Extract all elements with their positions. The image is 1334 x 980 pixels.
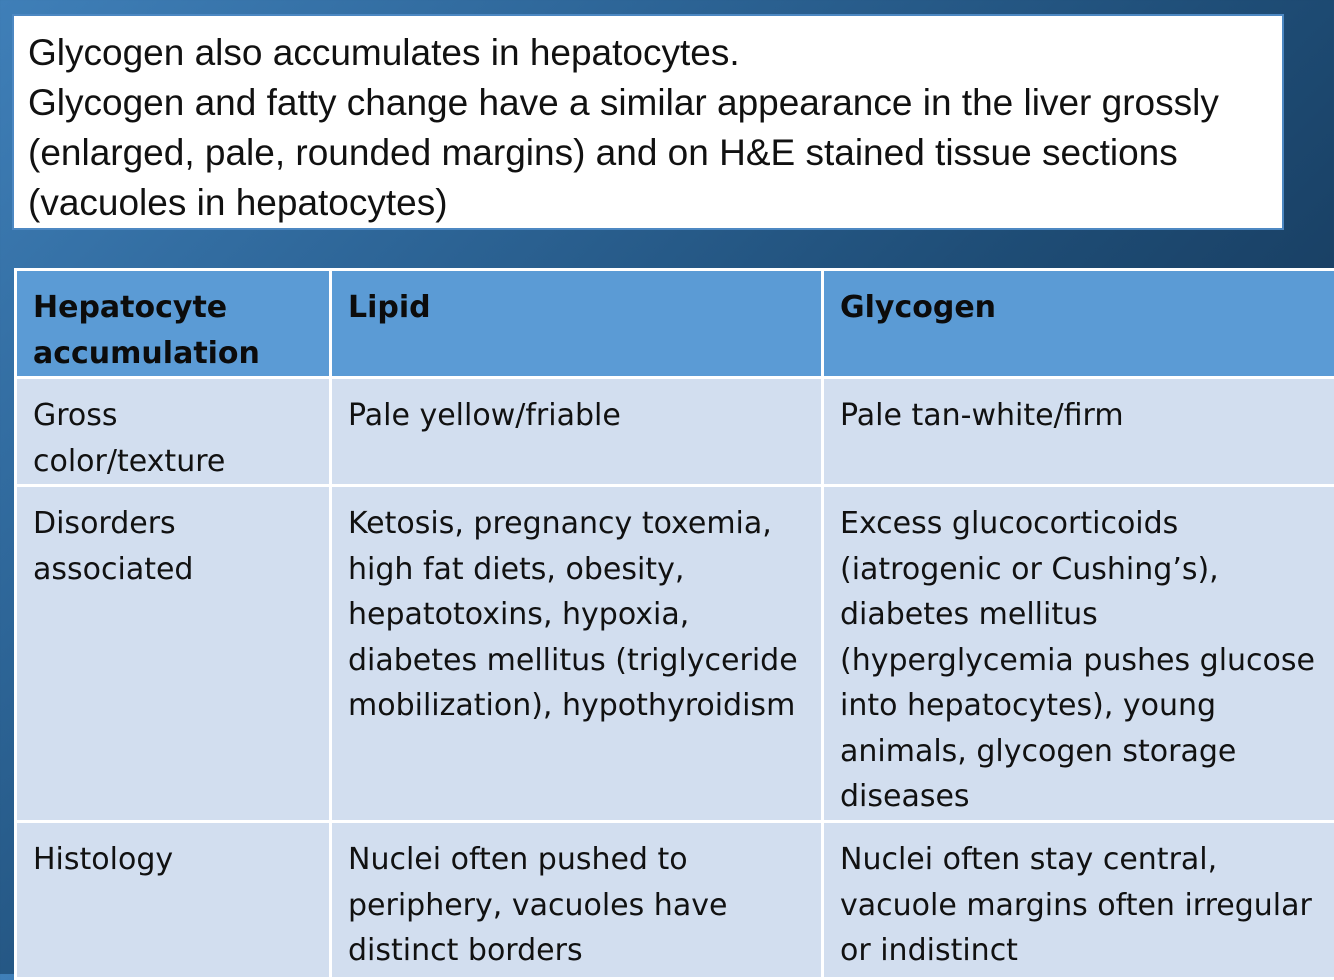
table-row [16, 378, 1334, 486]
cell-glycogen-disorders: Excess glucocorticoids (iatrogenic or Cushing’s), diabetes mellitus (hyperglycemia pushes glucose into hepatocytes), young animals, glycogen storage diseases [823, 486, 1334, 822]
cell-lipid-gross: Pale yellow/friable [331, 378, 823, 486]
cell-lipid-disorders: Ketosis, pregnancy toxemia, high fat diets, obesity, hepatotoxins, hypoxia, diabetes mellitus (triglyceride mobilization), hypothyroidism [331, 486, 823, 822]
table-header-row [16, 270, 1334, 378]
header-hepatocyte-accumulation: Hepatocyte accumulation [16, 270, 331, 378]
comparison-table [14, 268, 1334, 980]
table-row [16, 486, 1334, 822]
table-row [16, 822, 1334, 979]
row-label-histology: Histology [16, 822, 331, 979]
row-label-disorders: Disorders associated [16, 486, 331, 822]
row-label-gross: Gross color/texture [16, 378, 331, 486]
header-lipid: Lipid [331, 270, 823, 378]
cell-glycogen-histology: Nuclei often stay central, vacuole margins often irregular or indistinct [823, 822, 1334, 979]
intro-text-box [12, 14, 1284, 230]
intro-line-2: Glycogen and fatty change have a similar appearance in the liver grossly (enlarged, pale, rounded margins) and on H&E stained tissue sections (vacuoles in hepatocytes) [28, 78, 1268, 228]
intro-line-1: Glycogen also accumulates in hepatocytes. [28, 28, 1268, 78]
header-glycogen: Glycogen [823, 270, 1334, 378]
cell-glycogen-gross: Pale tan-white/firm [823, 378, 1334, 486]
cell-lipid-histology: Nuclei often pushed to periphery, vacuoles have distinct borders [331, 822, 823, 979]
